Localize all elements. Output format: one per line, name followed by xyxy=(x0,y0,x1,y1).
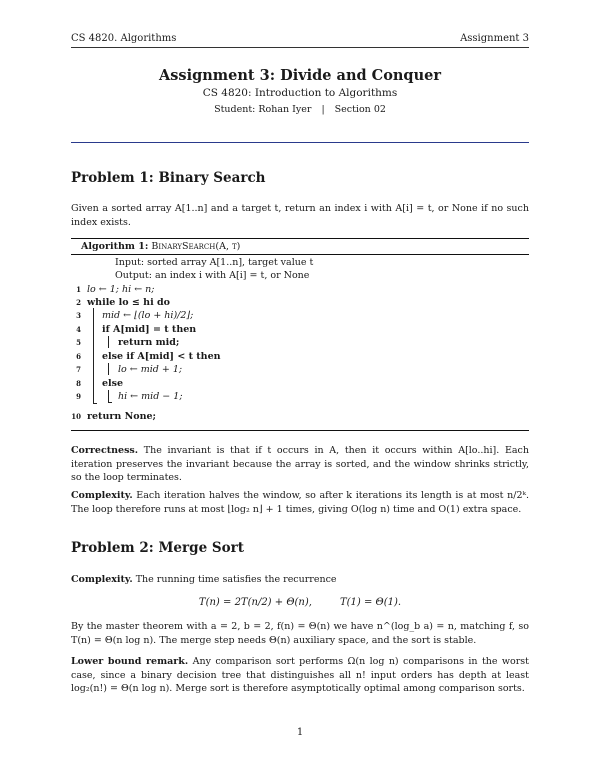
line-number: 3 xyxy=(76,311,81,320)
complexity-label: Complexity. xyxy=(71,574,133,585)
algorithm-line xyxy=(71,336,529,349)
problem-2-heading: Problem 2: Merge Sort xyxy=(71,540,244,556)
page-number: 1 xyxy=(296,727,304,738)
complexity-text: Each iteration halves the window, so after k iterations its length is at most n/2ᵏ. The loop therefore runs at most ⌊log₂ n⌋ + 1 times, giving O(log n) time and O(1) extra space. xyxy=(71,490,529,515)
algorithm-line-text: lo ← mid + 1; xyxy=(118,364,183,375)
algorithm-line-text: else if A[mid] < t then xyxy=(102,351,221,362)
lower-bound-paragraph xyxy=(71,655,529,696)
algorithm-line-text: return None; xyxy=(87,411,157,422)
problem-1-heading: Problem 1: Binary Search xyxy=(71,170,266,186)
line-number: 2 xyxy=(76,298,81,307)
algorithm-caption-label: Algorithm 1: xyxy=(81,241,149,252)
correctness-text: The invariant is that if t occurs in A, then it occurs within A[lo..hi]. Each iteration preserves the invariant because the array is sorted, and the window shrinks strictly, so the loop terminates. xyxy=(71,445,529,483)
algorithm-line-text: hi ← mid − 1; xyxy=(118,391,183,402)
else-block-guide xyxy=(108,390,109,402)
lower-bound-label: Lower bound remark. xyxy=(71,656,189,667)
algorithm-box xyxy=(71,238,529,431)
algorithm-line xyxy=(71,323,529,336)
lower-bound-text: Any comparison sort performs Ω(n log n) comparisons in the worst case, since a binary decision tree that distinguishes all n! input orders has depth at least log₂(n!) = Θ(n log n). Merge sort is therefore asymptotically optimal among comparison sorts. xyxy=(71,656,529,694)
correctness-label: Correctness. xyxy=(71,445,139,456)
problem-1-statement: Given a sorted array A[1..n] and a target t, return an index i with A[i] = t, or None if no such index exists. xyxy=(71,203,529,228)
line-number: 9 xyxy=(76,392,81,401)
title-block xyxy=(71,67,529,115)
algorithm-line xyxy=(71,283,529,296)
if-block-guide xyxy=(108,336,109,348)
algorithm-line-text: return mid; xyxy=(118,337,180,348)
line-number: 10 xyxy=(71,412,81,421)
course-subtitle: CS 4820: Introduction to Algorithms xyxy=(202,87,398,99)
running-header-left: CS 4820. Algorithms xyxy=(71,33,177,44)
running-header xyxy=(71,33,529,48)
document-title: Assignment 3: Divide and Conquer xyxy=(159,67,441,84)
recurrence-equation xyxy=(71,597,529,608)
line-number: 4 xyxy=(76,325,81,334)
algorithm-line-text: lo ← 1; hi ← n; xyxy=(87,284,155,295)
student-line xyxy=(71,104,529,115)
algorithm-output-text: Output: an index i with A[i] = t, or None xyxy=(115,270,310,281)
algorithm-input-text: Input: sorted array A[1..n], target value t xyxy=(115,257,314,268)
complexity-text: The running time satisfies the recurrence xyxy=(135,574,337,585)
algorithm-line-text: mid ← ⌊(lo + hi)/2⌋; xyxy=(102,310,194,321)
algorithm-line xyxy=(71,350,529,363)
algorithm-line-text: if A[mid] = t then xyxy=(102,324,197,335)
algorithm-line xyxy=(71,377,529,390)
section-number: Section 02 xyxy=(334,104,386,115)
algorithm-line-text: else xyxy=(102,378,124,389)
line-number: 7 xyxy=(76,365,81,374)
algorithm-line xyxy=(71,410,529,423)
recurrence-left: T(n) = 2T(n/2) + Θ(n), xyxy=(198,597,312,608)
line-number: 8 xyxy=(76,379,81,388)
complexity-paragraph-p2 xyxy=(71,573,529,587)
line-number: 6 xyxy=(76,352,81,361)
master-theorem-paragraph: By the master theorem with a = 2, b = 2, f(n) = Θ(n) we have n^(log_b a) = n, matching f, so T(n) = Θ(n log n). The merge step needs Θ(n) auxiliary space, and the sort is stable. xyxy=(71,621,529,646)
algorithm-line xyxy=(71,296,529,309)
algorithm-line xyxy=(71,309,529,322)
line-number: 1 xyxy=(76,285,81,294)
algorithm-line xyxy=(71,390,529,403)
else-block-guide-end xyxy=(108,402,112,403)
algorithm-caption xyxy=(81,241,240,252)
algorithm-output xyxy=(71,269,529,282)
algorithm-caption-name: BinarySearch(A, t) xyxy=(151,241,241,252)
title-rule xyxy=(71,142,529,143)
student-name: Student: Rohan Iyer xyxy=(214,104,312,115)
algorithm-line-text: while lo ≤ hi do xyxy=(87,297,170,308)
student-separator: | xyxy=(321,104,325,115)
while-block-guide-end xyxy=(93,403,97,404)
algorithm-input xyxy=(71,256,529,269)
algorithm-line xyxy=(71,363,529,376)
recurrence-right: T(1) = Θ(1). xyxy=(339,597,402,608)
elseif-block-guide xyxy=(108,363,109,375)
while-block-guide xyxy=(93,308,94,403)
complexity-paragraph-p1 xyxy=(71,489,529,516)
complexity-label: Complexity. xyxy=(71,490,133,501)
line-number: 5 xyxy=(76,338,81,347)
running-header-right: Assignment 3 xyxy=(460,33,529,44)
correctness-paragraph xyxy=(71,444,529,485)
algorithm-caption-rule xyxy=(71,254,529,255)
